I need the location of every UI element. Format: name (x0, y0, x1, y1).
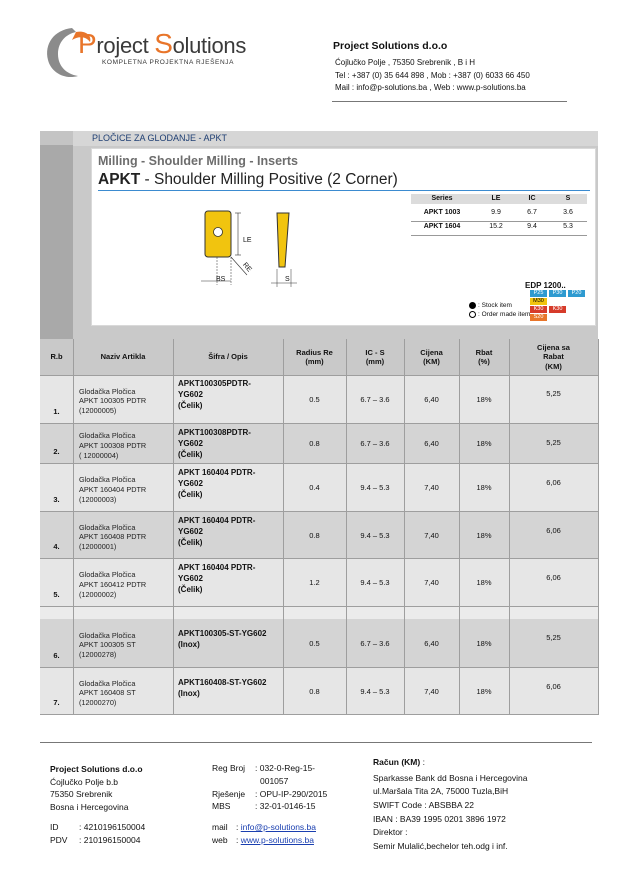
footer-web-label: web (212, 835, 228, 845)
column-divider (73, 339, 74, 715)
discount-value: 18% (476, 439, 492, 448)
footer-mail-label: mail (212, 822, 228, 832)
discounted-price-value: 5,25 (546, 389, 561, 398)
column-divider (173, 339, 174, 715)
grade-p20: P20 (568, 290, 585, 297)
footer-racun: Račun (KM) : (373, 757, 425, 767)
article-name (79, 631, 171, 661)
price-value: 7,40 (424, 530, 439, 540)
discount-value: 18% (476, 483, 492, 492)
footer-mbs-value: : 32-01-0146-15 (255, 801, 316, 811)
article-code-line: (Inox) (178, 688, 200, 698)
price-value: 7,40 (424, 578, 439, 587)
article-name-line: APKT 100308 PDTR (79, 440, 147, 450)
discount-value: 18% (476, 394, 492, 404)
insert-diagram (195, 205, 305, 297)
footer-mail-link[interactable]: info@p-solutions.ba (240, 822, 316, 832)
footer-id-label: ID (50, 822, 59, 832)
article-name-line: (12000002) (79, 589, 117, 599)
footer-bank1: Sparkasse Bank dd Bosna i Hercegovina (373, 773, 528, 783)
article-code-line: YG602 (178, 389, 203, 399)
grade-k30-b: K30 (549, 306, 566, 313)
banner-divider (98, 190, 590, 191)
discounted-price-value: 6,06 (546, 682, 561, 691)
row-number: 4. (53, 542, 60, 551)
footer-addr1: Ćojlučko Polje b.b (50, 777, 119, 787)
row-number: 6. (53, 651, 60, 660)
grade-m30: M30 (530, 298, 547, 305)
radius-value: 0.5 (309, 638, 320, 648)
article-code-line: YG602 (178, 526, 203, 536)
column-divider (459, 339, 460, 715)
column-divider (404, 339, 405, 715)
article-code (178, 428, 282, 460)
diagram-label-bs: BS (216, 276, 226, 283)
article-name (79, 523, 171, 553)
spec-table: Series LE IC S APKT 1003 9.9 6.7 3.6 APKT 1604 15.2 9.4 5.3 (423, 195, 573, 230)
header-company: Project Solutions d.o.o (333, 40, 448, 52)
column-divider (283, 339, 284, 715)
discount-value: 18% (476, 686, 492, 696)
article-name-line: (12000278) (79, 650, 117, 660)
row-number: 7. (53, 698, 60, 707)
footer-id: : 4210196150004 (79, 822, 146, 832)
article-name-line: (12000005) (79, 406, 117, 416)
article-code-line: APKT160408-ST-YG602 (178, 678, 267, 687)
grade-p30: P30 (549, 290, 566, 297)
article-code-line: (Čelik) (178, 537, 203, 547)
footer-web-link[interactable]: www.p-solutions.ba (240, 835, 314, 845)
footer-rjes-value: : OPU-IP-290/2015 (255, 789, 328, 799)
stock-item-legend: : Stock item (469, 302, 512, 309)
col-sifra: Šifra / Opis (208, 352, 248, 362)
article-code (178, 563, 282, 595)
article-code (178, 468, 282, 500)
row-divider (40, 714, 598, 715)
footer-swift: SWIFT Code : ABSBBA 22 (373, 800, 474, 810)
col-rb: R.b (50, 352, 63, 362)
row-divider (40, 606, 598, 607)
col-ics: IC - S (mm) (365, 347, 385, 366)
discount-value: 18% (476, 530, 492, 540)
edp-label: EDP 1200.. (525, 281, 566, 290)
ic-s-value: 9.4 – 5.3 (360, 530, 390, 540)
article-name-line: Glodačka Pločica (79, 386, 136, 396)
article-name-line: APKT 160408 PDTR (79, 532, 147, 542)
footer-addr3: Bosna i Hercegovina (50, 802, 129, 812)
price-value: 6,40 (424, 439, 439, 448)
article-name-line: Glodačka Pločica (79, 570, 136, 579)
article-code-line: APKT 160404 PDTR- (178, 516, 256, 525)
article-code-line: (Čelik) (178, 584, 203, 594)
article-name-line: APKT 160412 PDTR (79, 579, 147, 589)
ic-s-value: 9.4 – 5.3 (360, 483, 390, 492)
article-name-line: (12000001) (79, 542, 117, 552)
discount-value: 18% (476, 638, 492, 648)
ic-s-value: 9.4 – 5.3 (360, 578, 390, 587)
article-code-line: (Čelik) (178, 400, 203, 410)
article-code (178, 379, 282, 411)
footer-pdv: : 210196150004 (79, 835, 141, 845)
diagram-label-s: S (285, 276, 290, 283)
footer-direktor-name: Semir Mulalić,bechelor teh.odg i inf. (373, 841, 508, 851)
footer-reg-label: Reg Broj (212, 763, 246, 773)
row-number: 5. (53, 590, 60, 599)
article-code-line: YG602 (178, 438, 203, 448)
article-name (79, 570, 171, 600)
footer-addr2: 75350 Srebrenik (50, 789, 113, 799)
header-phones: Tel : +387 (0) 35 644 898 , Mob : +387 (0) 6033 66 450 (335, 71, 530, 80)
footer-company: Project Solutions d.o.o (50, 764, 143, 774)
order-item-legend: : Order made item (469, 311, 530, 318)
ic-s-value: 6.7 – 3.6 (360, 439, 390, 448)
article-code-line: YG602 (178, 573, 203, 583)
col-rabat: Rbat (%) (475, 347, 493, 366)
article-code-line: (Čelik) (178, 449, 203, 459)
article-name-line: (12000270) (79, 698, 117, 708)
price-value: 6,40 (424, 638, 439, 648)
footer-bank2: ul.Maršala Tita 2A, 75000 Tuzla,BiH (373, 786, 509, 796)
article-code (178, 516, 282, 548)
banner-title: APKT - Shoulder Milling Positive (2 Corner) (98, 171, 398, 188)
article-name-line: Glodačka Pločica (79, 522, 136, 532)
banner-subtitle: Milling - Shoulder Milling - Inserts (98, 154, 298, 168)
article-code-line: APKT 160404 PDTR- (178, 468, 256, 477)
discount-value: 18% (476, 578, 492, 587)
grade-k30-a: K30 (530, 306, 547, 313)
left-band (40, 145, 73, 339)
article-name-line: ( 12000004) (79, 450, 119, 460)
article-name-line: APKT 100305 PDTR (79, 396, 147, 406)
article-name (79, 679, 171, 709)
row-number: 2. (53, 447, 60, 456)
footer-reg-value2: 001057 (260, 776, 289, 786)
article-code-line: APKT 160404 PDTR- (178, 563, 256, 572)
col-naziv: Naziv Artikla (100, 352, 146, 362)
article-code-line: YG602 (178, 478, 203, 488)
row-separator (40, 607, 598, 619)
ic-s-value: 9.4 – 5.3 (360, 686, 390, 696)
article-code-line: APKT100305PDTR- (178, 379, 251, 388)
price-value: 7,40 (424, 686, 439, 696)
article-name-line: Glodačka Pločica (79, 630, 136, 640)
article-name-line: Glodačka Pločica (79, 678, 136, 688)
article-name (79, 387, 171, 417)
grade-s20: S20 (530, 314, 547, 321)
logo-title: Project Solutions (78, 28, 247, 59)
ic-s-value: 6.7 – 3.6 (360, 394, 390, 404)
discounted-price-value: 6,06 (546, 478, 561, 487)
discounted-price-value: 6,06 (546, 526, 561, 535)
footer-direktor: Direktor : (373, 827, 408, 837)
column-divider (598, 339, 599, 715)
grade-p25: P25 (530, 290, 547, 297)
logo-tagline: KOMPLETNA PROJEKTNA RJEŠENJA (102, 59, 235, 66)
footer-pdv-label: PDV (50, 835, 68, 845)
filled-dot-icon (469, 302, 476, 309)
radius-value: 0.4 (309, 483, 320, 492)
diagram-label-le: LE (243, 237, 252, 244)
footer-reg-value: : 032-0-Reg-15- (255, 763, 316, 773)
article-name-line: APKT 160408 ST (79, 688, 136, 698)
article-name-line: APKT 100305 ST (79, 640, 136, 650)
header-divider (332, 101, 567, 102)
footer-iban: IBAN : BA39 1995 0201 3896 1972 (373, 814, 506, 824)
column-divider (346, 339, 347, 715)
empty-dot-icon (469, 311, 476, 318)
row-number: 1. (53, 407, 60, 416)
article-code-line: APKT100305-ST-YG602 (178, 629, 267, 638)
article-code (178, 678, 282, 700)
radius-value: 0.8 (309, 530, 320, 540)
radius-value: 1.2 (309, 578, 320, 587)
discounted-price-value: 5,25 (546, 438, 561, 447)
article-name-line: Glodačka Pločica (79, 431, 136, 440)
footer-divider (40, 742, 592, 743)
col-radius: Radius Re (mm) (296, 347, 333, 366)
discounted-price-value: 6,06 (546, 573, 561, 582)
article-name-line: Glodačka Pločica (79, 475, 136, 484)
col-cijena-rabat: Cijena sa Rabat (KM) (537, 342, 570, 371)
row-number: 3. (53, 495, 60, 504)
col-cijena: Cijena (KM) (420, 347, 443, 366)
article-code (178, 629, 282, 651)
price-value: 7,40 (424, 483, 439, 492)
header-contacts: Mail : info@p-solutions.ba , Web : www.p-solutions.ba (335, 83, 526, 92)
footer-mbs-label: MBS (212, 801, 231, 811)
column-divider (509, 339, 510, 715)
header-address: Ćojlučko Polje , 75350 Srebrenik , B i H (335, 58, 476, 67)
diagram-label-re: RE (241, 261, 253, 274)
section-title: PLOČICE ZA GLODANJE - APKT (92, 133, 228, 143)
price-value: 6,40 (424, 394, 439, 404)
ic-s-value: 6.7 – 3.6 (360, 638, 390, 648)
article-name (79, 431, 171, 461)
header-divider-line (40, 375, 598, 376)
radius-value: 0.5 (309, 394, 320, 404)
article-name-line: APKT 160404 PDTR (79, 484, 147, 494)
footer-rjes-label: Rješenje (212, 789, 246, 799)
article-name-line: (12000003) (79, 494, 117, 504)
article-name (79, 475, 171, 505)
article-code-line: (Čelik) (178, 489, 203, 499)
article-code-line: APKT100308PDTR- (178, 428, 251, 437)
article-code-line: (Inox) (178, 639, 200, 649)
radius-value: 0.8 (309, 686, 320, 696)
radius-value: 0.8 (309, 439, 320, 448)
discounted-price-value: 5,25 (546, 633, 561, 642)
